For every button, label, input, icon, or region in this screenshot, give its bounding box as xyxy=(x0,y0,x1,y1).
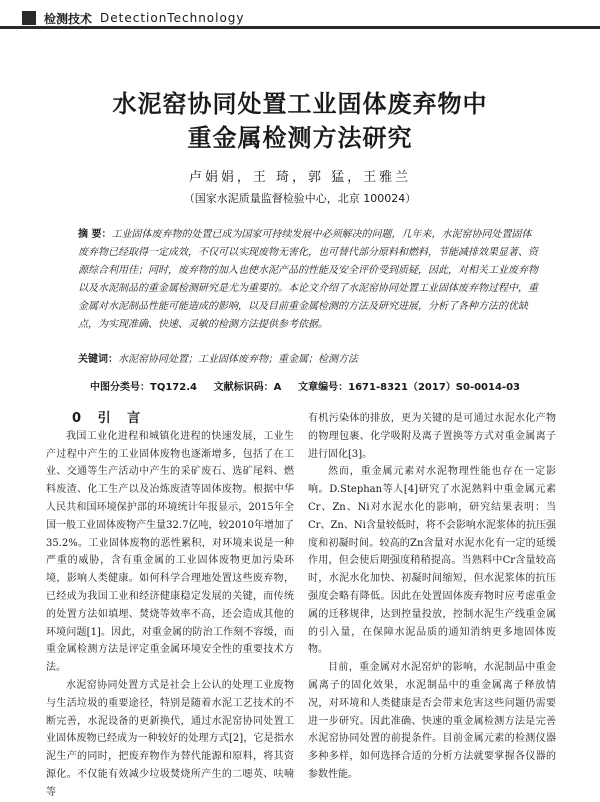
body-paragraph: 目前，重金属对水泥窑炉的影响，水泥制品中重金属离子的固化效果，水泥制品中的重金属离子释放情况，对环境和人类健康是否会带来危害这些问题仍需要进一步研究。因此准确、快速的重金属检测方法是完善水泥窑协同处置的前提条件。目前金属元素的检测仪器多种多样，如何选择合适的分析方法就要掌握各仪器的参数性能。 xyxy=(308,662,556,780)
document-code: 文献标识码：A xyxy=(213,382,282,393)
body-paragraph: 然而，重金属元素对水泥物理性能也存在一定影响。D.Stephan等人[4]研究了水泥熟料中重金属元素Cr、Zn、Ni对水泥水化的影响，研究结果表明：当Cr、Zn、Ni含量较低时，将不会影响水泥浆体的抗压强度和初凝时间。较高的Zn含量对水泥水化有一定的延缓作用，但会使后期强度稍稍提高。当熟料中Cr含量较高时，水泥水化加快、初凝时间缩短，但水泥浆体的抗压强度会略有降低。因此在处置固体废弃物时应考虑重金属的迁移规律，达到控量投放，控制水泥生产线重金属的引入量，在保障水泥品质的通知消纳更多地固体废物。 xyxy=(308,466,556,656)
keywords-text: 水泥窑协同处置；工业固体废弃物；重金属；检测方法 xyxy=(118,354,358,365)
section-name-en: DetectionTechnology xyxy=(100,11,245,25)
abstract-label: 摘 要： xyxy=(78,229,112,240)
body-paragraph: 我国工业化进程和城镇化进程的快速发展，工业生产过程中产生的工业固体废物也逐渐增多，包括了在工业、交通等生产活动中产生的采矿废石、选矿尾料、燃料废渣、化工生产以及冶炼废渣等固体废物。根据中华人民共和国环境保护部的环境统计年报显示，2015年全国一般工业固体废物产生量32.7亿吨，较2010年增加了35.2%。工业固体废物的恶性累积，对环境来说是一种严重的威胁，含有重金属的工业固体废物更加污染环境，影响人类健康。如何科学合理地处置这些废弃物，已经成为我国工业和经济健康稳定发展的关键，而传统的处置方法如填埋、焚烧等效率不高，还会造成其他的环境问题[1]。因此，对重金属的防治工作刻不容缓，而重金属检测方法是评定重金属环境安全性的重要技术方法。 xyxy=(46,430,294,674)
section-heading-intro: 0 引 言 xyxy=(72,411,147,426)
affiliation: （国家水泥质量监督检验中心，北京 100024） xyxy=(183,192,417,205)
body-paragraph: 有机污染体的排放，更为关键的是可通过水泥水化产物的物理包裹、化学吸附及离子置换等方式对重金属离子进行固化[3]。 xyxy=(308,413,556,460)
left-column xyxy=(46,410,294,802)
body-paragraph: 水泥窑协同处置方式是社会上公认的处理工业废物与生活垃圾的重要途径，特别是随着水泥工艺技术的不断完善，水泥设备的更新换代，通过水泥窑协同处置工业固体废物已经成为一种较好的处理方式[2]，它是指水泥生产的同时，把废弃物作为替代能源和原料，将其资源化。不仅能有效减少垃圾焚烧所产生的二噁英、呋喃等 xyxy=(46,679,294,798)
abstract-text: 工业固体废弃物的处置已成为国家可持续发展中必须解决的问题，几年来，水泥窑协同处置固体废弃物已经取得一定成效，不仅可以实现废物无害化，也可替代部分原料和燃料，节能减排效果显著、资源综合利用佳；同时，废弃物的加入也使水泥产品的性能及安全评价受到质疑，因此，对相关工业废弃物以及水泥制品的重金属检测研究是尤为重要的。本论文介绍了水泥窑协同处置工业固体废弃物过程中，重金属对水泥制品性能可能造成的影响，以及目前重金属检测的方法及研究进展，分析了各种方法的优缺点，为实现准确、快速、灵敏的检测方法提供参考依据。 xyxy=(78,229,538,330)
abstract xyxy=(78,226,538,334)
keywords xyxy=(78,352,538,368)
journal-section-tag xyxy=(22,8,245,28)
article-meta xyxy=(90,378,520,393)
author-list: 卢娟娟，王 琦，郭 猛，王雅兰 xyxy=(188,170,412,185)
section-name-cn: 检测技术 xyxy=(44,11,93,26)
header-rule xyxy=(0,26,600,29)
clc-number: 中图分类号：TQ172.4 xyxy=(90,382,197,393)
journal-header xyxy=(0,0,600,38)
keywords-label: 关键词： xyxy=(78,354,118,365)
article-number: 文章编号：1671-8321（2017）S0-0014-03 xyxy=(298,382,520,393)
header-block-icon xyxy=(22,11,36,25)
article-title-line2: 重金属检测方法研究 xyxy=(187,124,413,152)
article-title-line1: 水泥窑协同处置工业固体废弃物中 xyxy=(112,90,488,118)
